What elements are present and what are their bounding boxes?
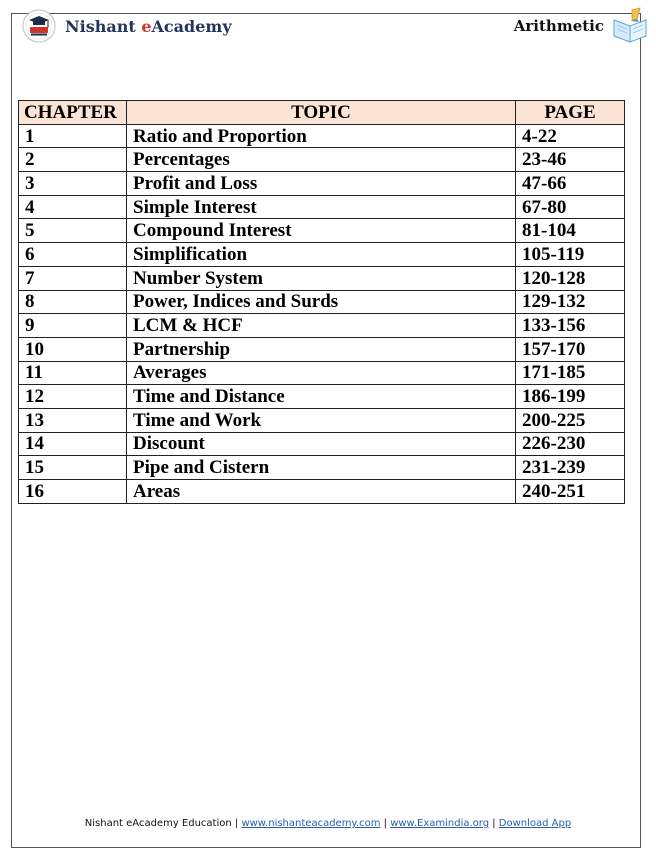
page-cell: 240-251 xyxy=(516,480,625,504)
topic-cell: Number System xyxy=(127,266,516,290)
chapter-cell: 2 xyxy=(19,148,127,172)
chapter-cell: 5 xyxy=(19,219,127,243)
academy-logo-icon xyxy=(22,9,56,43)
topic-cell: Power, Indices and Surds xyxy=(127,290,516,314)
brand-suffix: Academy xyxy=(151,17,232,36)
table-row xyxy=(19,432,625,456)
table-row xyxy=(19,456,625,480)
table-row xyxy=(19,314,625,338)
column-header-chapter: CHAPTER xyxy=(19,101,127,125)
footer-link-nishanteacademy[interactable]: www.nishanteacademy.com xyxy=(241,818,381,829)
footer-separator: | xyxy=(489,818,499,829)
table-row xyxy=(19,172,625,196)
chapter-cell: 11 xyxy=(19,361,127,385)
topic-cell: Simplification xyxy=(127,243,516,267)
page-cell: 186-199 xyxy=(516,385,625,409)
page-footer xyxy=(0,818,656,829)
topic-cell: Simple Interest xyxy=(127,195,516,219)
brand-prefix: Nishant xyxy=(65,17,142,36)
open-book-icon xyxy=(610,6,650,44)
topic-cell: Areas xyxy=(127,480,516,504)
chapter-cell: 3 xyxy=(19,172,127,196)
page-cell: 47-66 xyxy=(516,172,625,196)
page-cell: 120-128 xyxy=(516,266,625,290)
column-header-topic: TOPIC xyxy=(127,101,516,125)
brand-e: e xyxy=(141,17,152,36)
topic-cell: Compound Interest xyxy=(127,219,516,243)
page-cell: 4-22 xyxy=(516,124,625,148)
topic-cell: Partnership xyxy=(127,337,516,361)
topic-cell: Time and Distance xyxy=(127,385,516,409)
page-cell: 133-156 xyxy=(516,314,625,338)
table-row xyxy=(19,408,625,432)
page-cell: 129-132 xyxy=(516,290,625,314)
topic-cell: Pipe and Cistern xyxy=(127,456,516,480)
table-row xyxy=(19,243,625,267)
chapter-cell: 9 xyxy=(19,314,127,338)
topic-cell: Averages xyxy=(127,361,516,385)
topic-cell: Time and Work xyxy=(127,408,516,432)
brand-name xyxy=(65,17,232,36)
topic-cell: Profit and Loss xyxy=(127,172,516,196)
topic-cell: Discount xyxy=(127,432,516,456)
table-row xyxy=(19,337,625,361)
footer-link-download-app[interactable]: Download App xyxy=(498,818,572,829)
chapter-cell: 15 xyxy=(19,456,127,480)
chapter-cell: 14 xyxy=(19,432,127,456)
page-cell: 105-119 xyxy=(516,243,625,267)
contents-table xyxy=(18,100,625,504)
table-row xyxy=(19,266,625,290)
table-row xyxy=(19,290,625,314)
table-header-row xyxy=(19,101,625,125)
page-cell: 67-80 xyxy=(516,195,625,219)
page-header xyxy=(11,4,656,50)
page-cell: 81-104 xyxy=(516,219,625,243)
chapter-cell: 8 xyxy=(19,290,127,314)
topic-cell: Ratio and Proportion xyxy=(127,124,516,148)
page-cell: 23-46 xyxy=(516,148,625,172)
chapter-cell: 1 xyxy=(19,124,127,148)
chapter-cell: 12 xyxy=(19,385,127,409)
table-row xyxy=(19,385,625,409)
footer-link-examindia[interactable]: www.Examindia.org xyxy=(390,818,490,829)
column-header-page: PAGE xyxy=(516,101,625,125)
chapter-cell: 7 xyxy=(19,266,127,290)
table-body xyxy=(19,124,625,503)
page-cell: 157-170 xyxy=(516,337,625,361)
table-row xyxy=(19,148,625,172)
table-row xyxy=(19,219,625,243)
chapter-cell: 16 xyxy=(19,480,127,504)
chapter-cell: 4 xyxy=(19,195,127,219)
table-row xyxy=(19,124,625,148)
topic-cell: Percentages xyxy=(127,148,516,172)
subject-title: Arithmetic xyxy=(513,17,604,35)
footer-org: Nishant eAcademy Education | xyxy=(84,818,242,829)
chapter-cell: 6 xyxy=(19,243,127,267)
page-cell: 231-239 xyxy=(516,456,625,480)
page-cell: 171-185 xyxy=(516,361,625,385)
page-cell: 200-225 xyxy=(516,408,625,432)
table-row xyxy=(19,195,625,219)
chapter-cell: 10 xyxy=(19,337,127,361)
chapter-cell: 13 xyxy=(19,408,127,432)
table-row xyxy=(19,480,625,504)
table-row xyxy=(19,361,625,385)
page-cell: 226-230 xyxy=(516,432,625,456)
footer-separator: | xyxy=(380,818,391,829)
topic-cell: LCM & HCF xyxy=(127,314,516,338)
